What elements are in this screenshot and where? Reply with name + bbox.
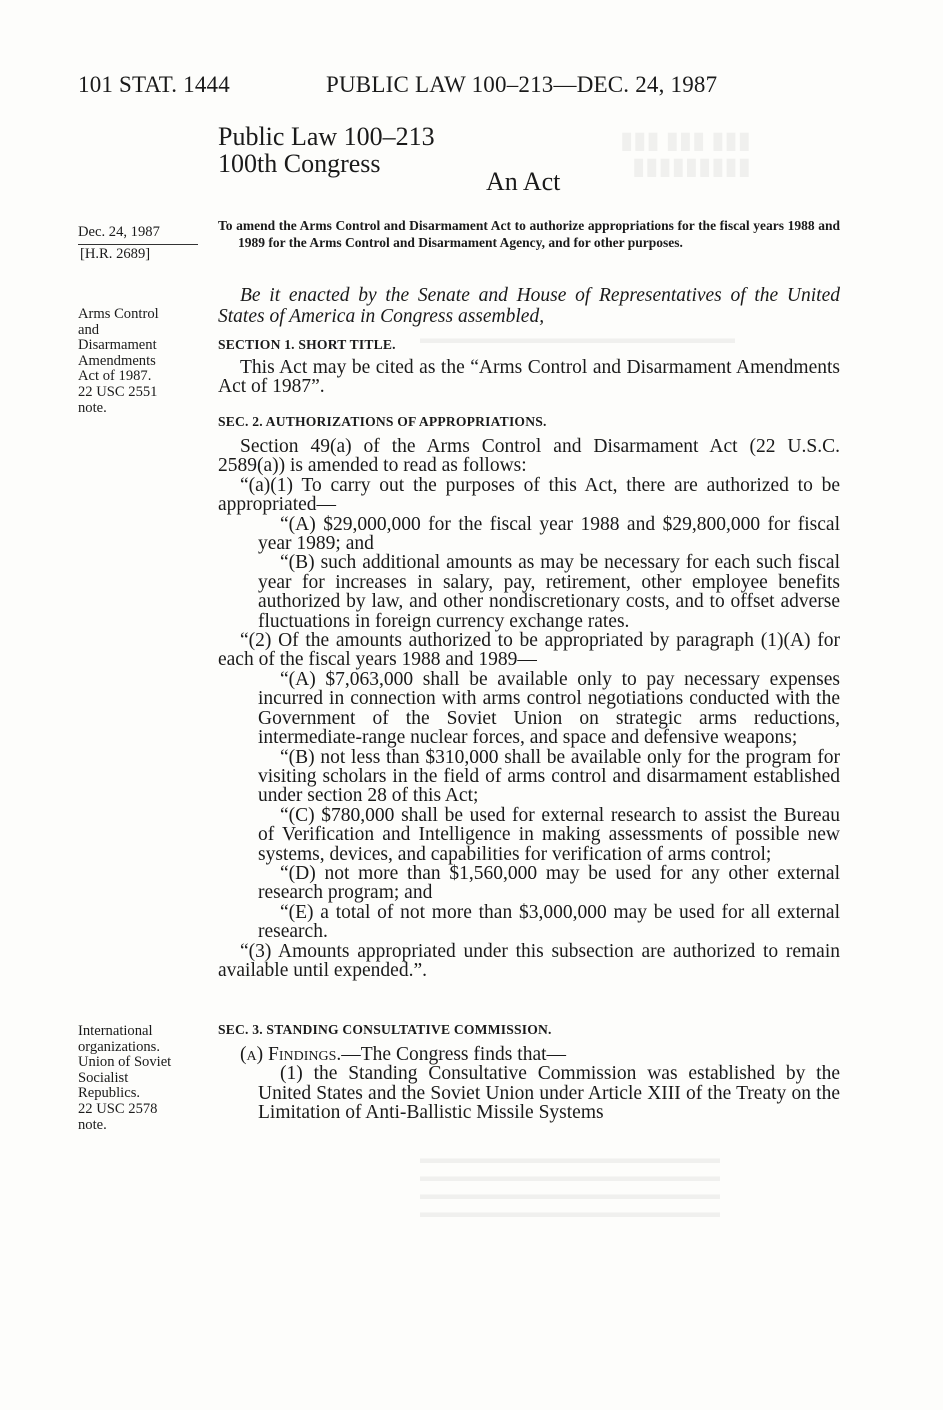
congress-number: 100th Congress — [218, 149, 381, 178]
section-3-body — [218, 1045, 840, 1123]
public-law-title — [218, 123, 435, 177]
an-act-heading: An Act — [486, 167, 561, 196]
public-law-number: Public Law 100–213 — [218, 122, 435, 151]
running-header: PUBLIC LAW 100–213—DEC. 24, 1987 — [326, 72, 718, 97]
margin-short-title-note — [78, 307, 203, 416]
margin-bill-number: [H.R. 2689] — [80, 245, 151, 262]
paragraph-a1: “(a)(1) To carry out the purposes of this Act, there are authorized to be appropriated— — [218, 474, 840, 516]
subparagraph-a2E: “(E) a total of not more than $3,000,000 may be used for all external research. — [258, 901, 840, 943]
margin-date-note — [78, 225, 203, 262]
margin-note-line: Amendments — [78, 352, 156, 369]
margin-divider — [78, 244, 198, 245]
margin-note-line: 22 USC 2551 — [78, 383, 158, 400]
paragraph-a3: “(3) Amounts appropriated under this subsection are authorized to remain available until expended.”. — [218, 940, 840, 981]
subparagraph-a2B: “(B) not less than $310,000 shall be available only for the program for visiting scholars in the field of arms control and disarmament established under section 28 of this Act; — [258, 746, 840, 807]
purpose-text: To amend the Arms Control and Disarmament Act to authorize appropriations for the fiscal years 1988 and 1989 for the Arms Control and Disarmament Agency, and for other purposes. — [218, 218, 840, 250]
margin-note-line: Republics. — [78, 1085, 141, 1102]
subparagraph-a2A: “(A) $7,063,000 shall be available only to pay necessary expenses incurred in connection with arms control negotiations conducted with the Government of the Soviet Union on strategic arms reductions, intermediate-range nuclear forces, and space and defensive weapons; — [258, 668, 840, 749]
margin-sec3-note — [78, 1024, 203, 1133]
section-2-heading: SEC. 2. AUTHORIZATIONS OF APPROPRIATIONS. — [218, 414, 547, 429]
bleed-through-mark: ▮▮▮ ▮▮▮ ▮▮▮ ▮▮▮▮▮▮▮▮▮ — [620, 128, 751, 180]
findings-label: (a) Findings. — [240, 1044, 342, 1065]
section-1-text — [218, 358, 840, 397]
section-3-heading: SEC. 3. STANDING CONSULTATIVE COMMISSION. — [218, 1022, 552, 1037]
subparagraph-a1B: “(B) such additional amounts as may be necessary for each such fiscal year for increases in salary, pay, retirement, other employee benefits authorized by law, and other nondiscretionary costs, and to offset adverse fluctuations in foreign currency exchange rates. — [258, 552, 840, 632]
section-1-paragraph: This Act may be cited as the “Arms Control and Disarmament Amendments Act of 1987”. — [218, 357, 840, 398]
margin-note-line: 22 USC 2578 — [78, 1100, 158, 1117]
margin-date: Dec. 24, 1987 — [78, 224, 160, 240]
findings-intro: —The Congress finds that— — [341, 1044, 567, 1065]
margin-note-line: International — [78, 1023, 153, 1039]
bleed-through-mark: ▬▬▬▬▬▬▬▬▬▬▬▬▬▬▬▬▬▬▬▬ ▬▬▬▬▬▬▬▬▬▬▬▬▬▬▬▬▬▬▬▬ ▬▬▬▬▬▬▬▬▬▬▬▬▬▬▬▬▬▬▬▬ ▬▬▬▬▬▬▬▬▬▬▬▬▬▬▬▬▬▬▬▬ — [420, 1151, 720, 1221]
section-2-intro: Section 49(a) of the Arms Control and Disarmament Act (22 U.S.C. 2589(a)) is amended to read as follows: — [218, 436, 840, 477]
enacting-clause: Be it enacted by the Senate and House of Representatives of the United States of America in Congress assembled, — [218, 285, 840, 327]
margin-note-line: Union of Soviet — [78, 1054, 172, 1071]
purpose-clause — [218, 218, 840, 251]
margin-note-line: Disarmament — [78, 337, 157, 354]
subparagraph-a1A: “(A) $29,000,000 for the fiscal year 1988 and $29,800,000 for fiscal year 1989; and — [258, 513, 840, 555]
margin-note-line: note. — [78, 1116, 107, 1133]
page-stat-number: 101 STAT. 1444 — [78, 72, 230, 97]
finding-1: (1) the Standing Consultative Commission was established by the United States and the Soviet Union under Article XIII of the Treaty on the Limitation of Anti-Ballistic Missile Systems — [258, 1063, 840, 1124]
margin-note-line: Act of 1987. — [78, 368, 152, 385]
margin-note-line: organizations. — [78, 1038, 161, 1055]
subparagraph-a2C: “(C) $780,000 shall be used for external research to assist the Bureau of Verification and Intelligence in making assessments of possible new systems, devices, and capabilities for verification of arms control; — [258, 804, 840, 865]
subparagraph-a2D: “(D) not more than $1,560,000 may be used for any other external research program; and — [258, 862, 840, 904]
section-2-body — [218, 437, 840, 980]
margin-note-line: note. — [78, 399, 107, 416]
bleed-through-mark: ▬▬▬▬▬▬▬▬▬▬▬▬▬▬▬▬▬▬▬▬▬ — [420, 331, 735, 347]
margin-note-line: Socialist — [78, 1069, 129, 1086]
section-1-heading: SECTION 1. SHORT TITLE. — [218, 337, 396, 352]
paragraph-a2: “(2) Of the amounts authorized to be appropriated by paragraph (1)(A) for each of the fiscal years 1988 and 1989— — [218, 630, 840, 671]
margin-note-line: Arms Control — [78, 306, 159, 322]
findings-paragraph — [218, 1045, 840, 1064]
margin-note-line: and — [78, 321, 100, 338]
